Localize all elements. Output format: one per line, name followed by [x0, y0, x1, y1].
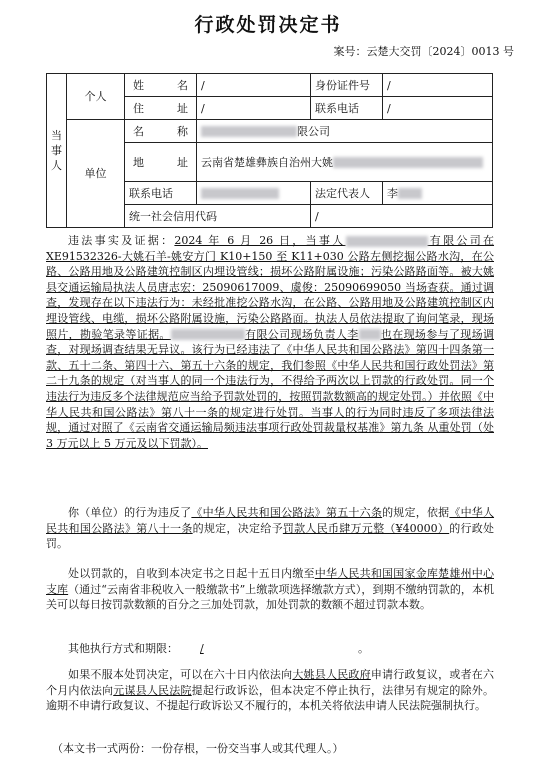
facts-date: 2024 年 6 月 26 日，当事人: [174, 234, 346, 247]
redacted-block: [398, 188, 422, 199]
document-footer: （本文书一式两份：一份存根，一份交当事人或其代理人。）: [52, 742, 344, 755]
redacted-block: [201, 188, 279, 199]
appeal-text-2: 申请行政复议，或者在六个月内依法向: [46, 668, 495, 697]
unit-address-value: 云南省楚雄彝族自治州大姚: [197, 143, 493, 182]
payment-text-1: 处以罚款的，自收到本决定书之日起十五日内缴至: [68, 567, 315, 580]
basis-law: 《中华人民共和国公路法》第八十一条: [46, 506, 495, 535]
facts-text2: 有限公司现场负责人李: [244, 327, 359, 341]
appeal-text-3: 提起行政诉讼，但本决定不停止执行，法律另有规定的除外。逾期不申请行政复议、不提起行政诉讼又不履行的，本机关将依法申请人民法院强制执行。: [46, 683, 495, 713]
unit-address-label: 地 址: [125, 143, 197, 182]
redacted-block: [171, 329, 245, 340]
violation-text-4: 的行政处罚。: [46, 521, 495, 551]
individual-name-value: /: [197, 74, 311, 97]
payment-bank: 中华人民共和国国家金库楚雄州中心支库: [46, 567, 495, 596]
legal-rep-value: 李: [383, 182, 493, 205]
unit-label: 单位: [67, 120, 125, 228]
facts-section: [46, 233, 494, 451]
facts-text3: 也在现场参与了现场调查，对现场调查结果无异议。该行为已经违法了《中华人民共和国公路法》第四十四条第一款、五十二条、第四十六、第五十六条的规定，我们参照《中华人民共和国行政处罚法》第二十九条的规定（对当事人的同一个违法行为，不得给予两次以上罚款的行政处罚。同一个违法行为违反多个法律规范应当给予罚款处罚的，按照罚款数额高的规定处罚。）并依照《中华人民共和国公路法》第八十一条的规定进行处罚。当事人的行为同时违反了多项法律法规，通过对照了《云南省交通运输局频违法事项行政处罚裁量权基准》第九条 从重处罚（处 3 万元以上 5 万元及以下罚款）。: [46, 327, 494, 450]
unit-name-value: 限公司: [197, 120, 493, 143]
violation-section: [46, 505, 494, 552]
individual-name-label: 姓 名: [125, 74, 197, 97]
other-execution-section: 其他执行方式和期限： / 。: [68, 642, 369, 655]
individual-label: 个人: [67, 74, 125, 120]
appeal-section: [46, 667, 494, 714]
redacted-block: [333, 157, 483, 168]
unit-name-label: 名 称: [125, 120, 197, 143]
redacted-block: [346, 236, 428, 247]
violated-law: 《中华人民共和国公路法》第五十六条: [191, 506, 383, 519]
payment-section: [46, 566, 494, 613]
party-label: 当事人: [47, 74, 67, 228]
appeal-government: 大姚县人民政府: [292, 668, 371, 681]
individual-phone-label: 联系电话: [311, 97, 383, 120]
id-number-label: 身份证件号: [311, 74, 383, 97]
other-execution-value: /: [200, 642, 204, 655]
other-execution-label: 其他执行方式和期限：: [68, 642, 178, 655]
credit-code-label: 统一社会信用代码: [125, 205, 311, 228]
id-number-value: /: [383, 74, 493, 97]
redacted-block: [359, 329, 381, 340]
facts-lead: 违法事实及证据：: [68, 234, 175, 247]
credit-code-value: /: [311, 205, 493, 228]
individual-address-label: 住 址: [125, 97, 197, 120]
violation-text-2: 的规定，依据: [382, 506, 450, 519]
redacted-block: [201, 126, 297, 137]
party-info-table: [46, 73, 493, 228]
individual-phone-value: /: [383, 97, 493, 120]
violation-text-3: 的规定，决定给予: [192, 521, 283, 535]
legal-rep-label: 法定代表人: [311, 182, 383, 205]
unit-phone-label: 联系电话: [125, 182, 197, 205]
document-title: 行政处罚决定书: [194, 14, 342, 36]
penalty-amount: 罚款人民币肆万元整（¥40000）: [282, 521, 450, 535]
appeal-court: 元谋县人民法院: [113, 683, 192, 697]
facts-text: 在 XE91532326-大姚石羊-姚安方门 K10+150 至 K11+030 公路左侧挖掘公路水沟，在公路、公路用地及公路建筑控制区内埋设管线；损坏公路附属设施；污染公路路面等。被大姚县交通运输局执法人员唐志宏：25090617009、虞俊：25090699050 当场查获。通过调查，发现存在以下违法行为：未经批准挖公路水沟，在公路、公路用地及公路建筑控制区内埋设管线、电缆，损坏公路附属设施，污染公路路面。执法人员依法提取了询问笔录，现场照片，勘验笔录等证据。: [46, 234, 495, 341]
case-number: 案号：云楚大交罚〔2024〕0013 号: [333, 45, 514, 58]
individual-address-value: /: [197, 97, 311, 120]
payment-text-2: （通过“云南省非税收入一般缴款书”上缴款项选择缴款方式），到期不缴纳罚款的，本机关可以每日按罚款数额的百分之三加处罚款，加处罚款的数额不超过罚款本数。: [46, 582, 495, 612]
facts-line1-suffix: 有限公司: [427, 234, 484, 247]
violation-text-1: 你（单位）的行为违反了: [68, 506, 192, 519]
unit-phone-value: [197, 182, 311, 205]
appeal-text-1: 如果不服本处罚决定，可以在六十日内依法向: [68, 668, 293, 681]
